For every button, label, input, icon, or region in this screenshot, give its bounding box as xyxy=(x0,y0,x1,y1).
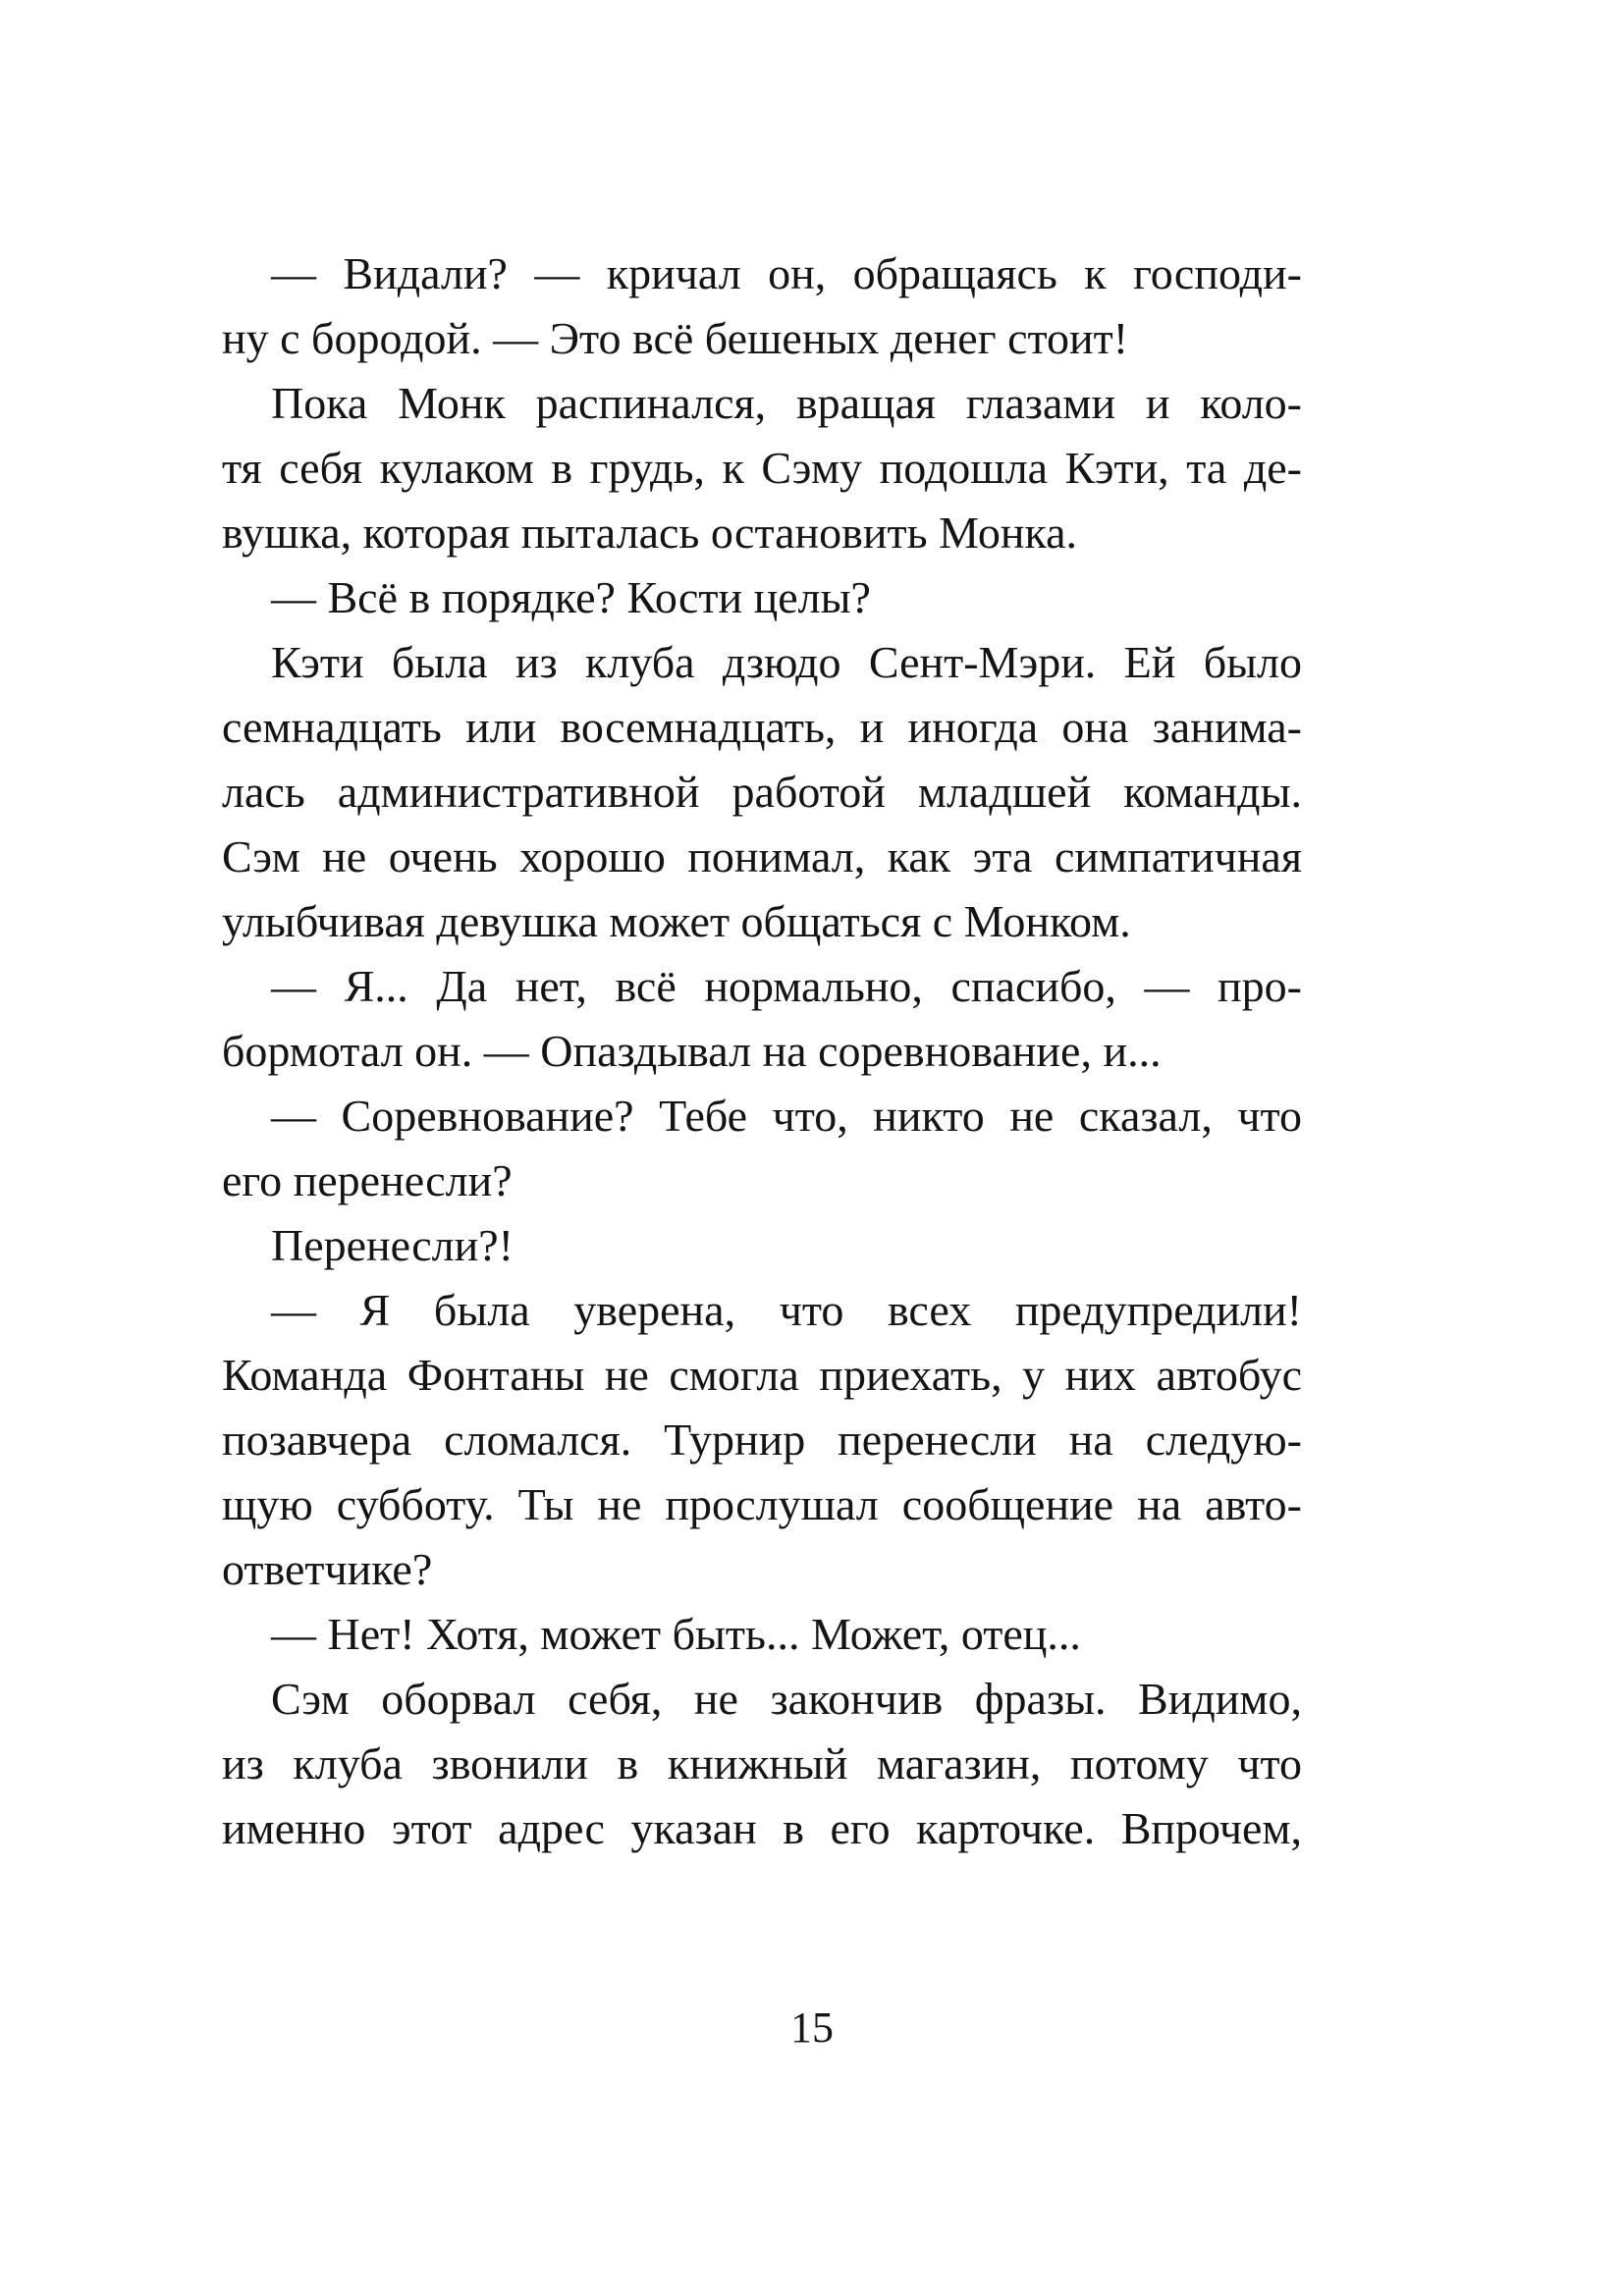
body-text xyxy=(222,241,1302,1861)
text-line: — Я была уверена, что всех предупредили! xyxy=(271,1285,1302,1335)
text-line: Кэти была из клуба дзюдо Сент-Мэри. Ей было xyxy=(271,637,1302,687)
text-line: Сэм оборвал себя, не закончив фразы. Видимо, xyxy=(271,1674,1302,1724)
text-line: лась административной работой младшей команды. xyxy=(222,767,1302,817)
text-line: щую субботу. Ты не прослушал сообщение на авто- xyxy=(222,1479,1302,1529)
text-line: — Я... Да нет, всё нормально, спасибо, — про- xyxy=(271,961,1302,1011)
text-line: Сэм не очень хорошо понимал, как эта симпатичная xyxy=(222,831,1302,881)
text-line: тя себя кулаком в грудь, к Сэму подошла Кэти, та де- xyxy=(222,443,1302,493)
text-line: из клуба звонили в книжный магазин, потому что xyxy=(222,1738,1302,1789)
text-line: Перенесли?! xyxy=(271,1220,514,1270)
text-line: его перенесли? xyxy=(222,1155,513,1205)
text-line: улыбчивая девушка может общаться с Монком. xyxy=(222,896,1131,946)
text-line: бормотал он. — Опаздывал на соревнование, и... xyxy=(222,1026,1162,1076)
text-line: семнадцать или восемнадцать, и иногда она занима- xyxy=(222,702,1302,752)
text-line: именно этот адрес указан в его карточке. Впрочем, xyxy=(222,1803,1302,1853)
text-line: ответчике? xyxy=(222,1544,433,1594)
page-number: 15 xyxy=(790,2003,834,2052)
text-line: — Нет! Хотя, может быть... Может, отец... xyxy=(271,1609,1081,1659)
text-line: — Всё в порядке? Кости целы? xyxy=(271,572,871,622)
text-line: — Видали? — кричал он, обращаясь к господи- xyxy=(271,248,1302,298)
text-line: вушка, которая пыталась остановить Монка. xyxy=(222,507,1078,558)
text-line: Команда Фонтаны не смогла приехать, у них автобус xyxy=(222,1350,1302,1400)
text-line: — Соревнование? Тебе что, никто не сказал, что xyxy=(271,1091,1302,1141)
text-line: Пока Монк распинался, вращая глазами и коло- xyxy=(271,378,1302,428)
text-line: позавчера сломался. Турнир перенесли на следую- xyxy=(222,1415,1302,1465)
text-line: ну с бородой. — Это всё бешеных денег стоит! xyxy=(222,313,1129,363)
